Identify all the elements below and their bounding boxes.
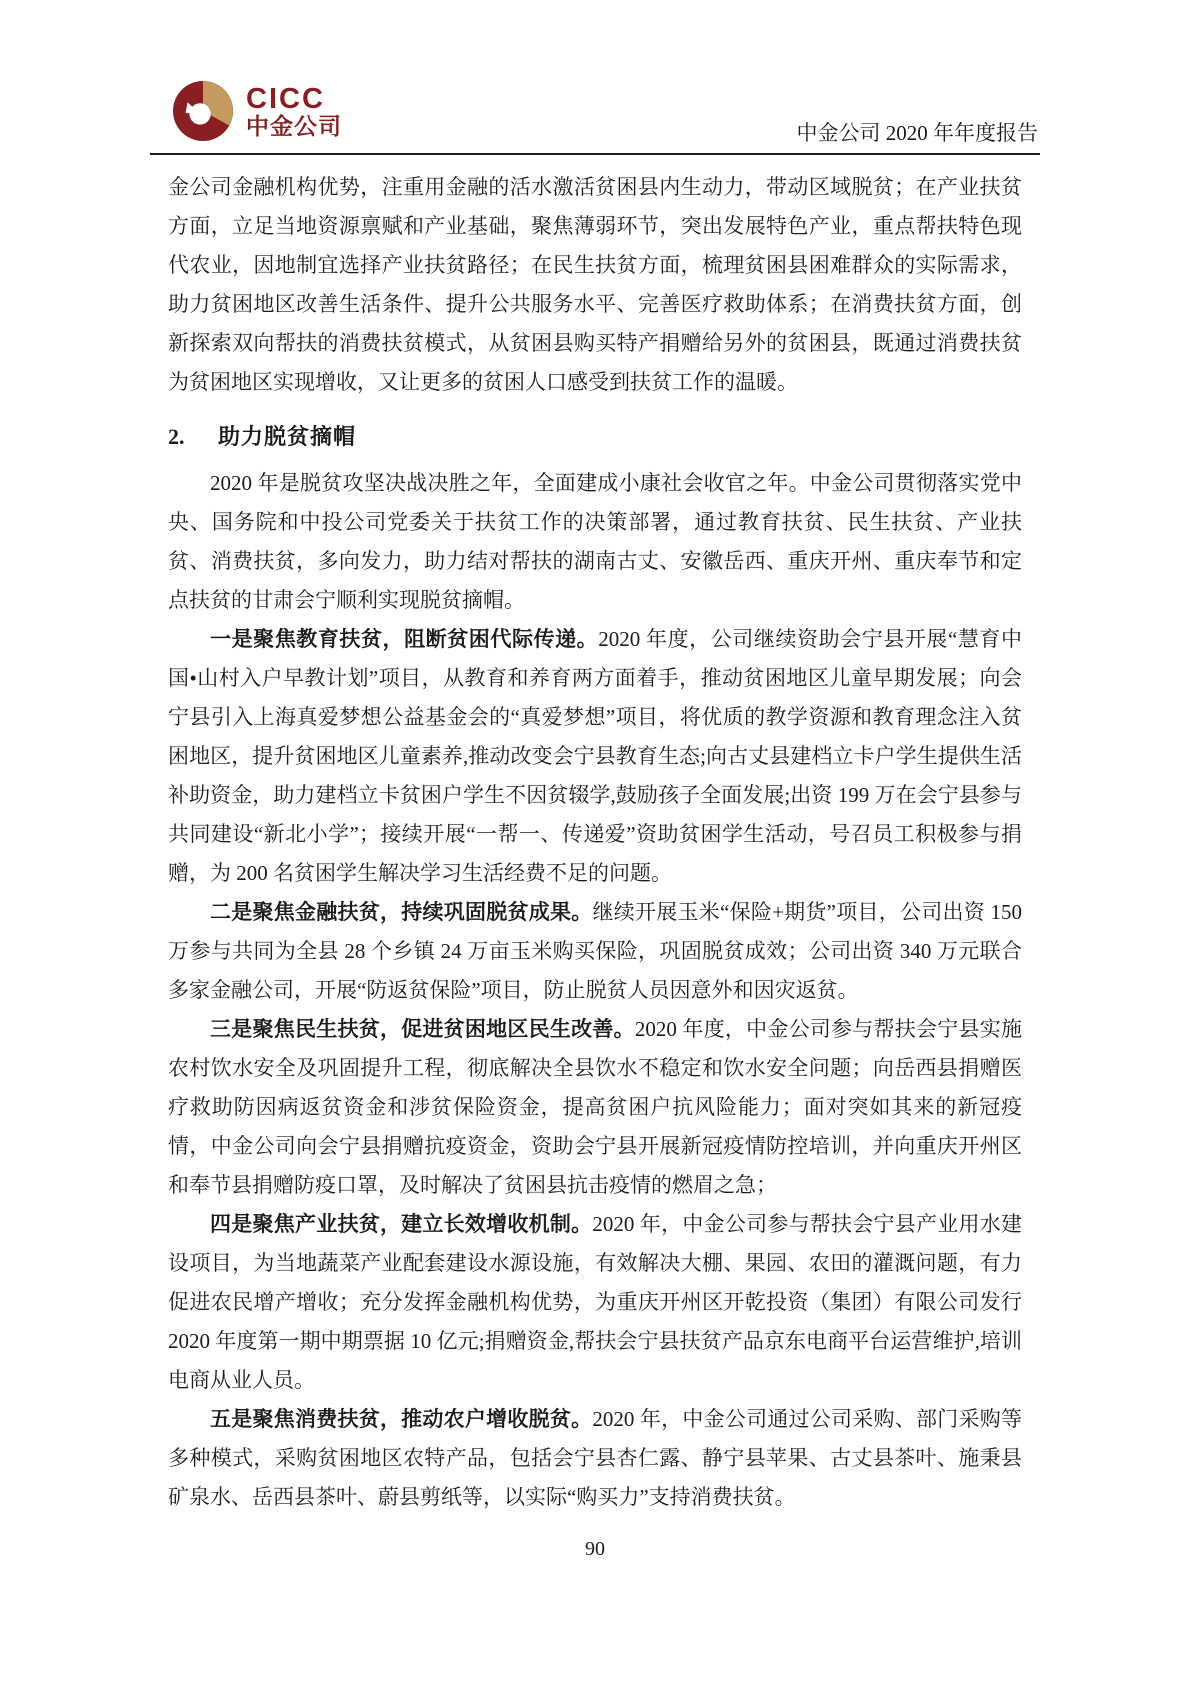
page-footer xyxy=(0,1538,1190,1561)
paragraph-continuation: 金公司金融机构优势，注重用金融的活水激活贫困县内生动力，带动区域脱贫；在产业扶贫方面，立足当地资源禀赋和产业基础，聚焦薄弱环节，突出发展特色产业，重点帮扶特色现代农业，因地制宜选择产业扶贫路径；在民生扶贫方面，梳理贫困县困难群众的实际需求，助力贫困地区改善生活条件、提升公共服务水平、完善医疗救助体系；在消费扶贫方面，创新探索双向帮扶的消费扶贫模式，从贫困县购买特产捐赠给另外的贫困县，既通过消费扶贫为贫困地区实现增收，又让更多的贫困人口感受到扶贫工作的温暖。 xyxy=(168,175,1022,394)
page-number: 90 xyxy=(585,1538,605,1560)
paragraph-livelihood xyxy=(168,1010,1022,1205)
paragraph-consumption-lead: 五是聚焦消费扶贫，推动农户增收脱贫。 xyxy=(210,1407,593,1431)
paragraph-industry-lead: 四是聚焦产业扶贫，建立长效增收机制。 xyxy=(210,1212,593,1236)
paragraph-finance-lead: 二是聚焦金融扶贫，持续巩固脱贫成果。 xyxy=(210,900,593,924)
section-title: 助力脱贫摘帽 xyxy=(218,424,357,449)
section-number: 2. xyxy=(168,424,185,449)
paragraph-overview: 2020 年是脱贫攻坚决战决胜之年，全面建成小康社会收官之年。中金公司贯彻落实党中央、国务院和中投公司党委关于扶贫工作的决策部署，通过教育扶贫、民生扶贫、产业扶贫、消费扶贫，多向发力，助力结对帮扶的湖南古丈、安徽岳西、重庆开州、重庆奉节和定点扶贫的甘肃会宁顺利实现脱贫摘帽。 xyxy=(168,471,1022,612)
cicc-logo xyxy=(172,80,342,142)
section-heading xyxy=(168,417,1022,456)
paragraph-livelihood-body: 2020 年度，中金公司参与帮扶会宁县实施农村饮水安全及巩固提升工程，彻底解决全县饮水不稳定和饮水安全问题；向岳西县捐赠医疗救助防因病返贫资金和涉贫保险资金，提高贫困户抗风险能力；面对突如其来的新冠疫情，中金公司向会宁县捐赠抗疫资金，资助会宁县开展新冠疫情防控培训，并向重庆开州区和奉节县捐赠防疫口罩，及时解决了贫困县抗击疫情的燃眉之急； xyxy=(168,1017,1022,1197)
page-header xyxy=(150,0,1040,155)
paragraph-consumption-body: 2020 年，中金公司通过公司采购、部门采购等多种模式，采购贫困地区农特产品，包括会宁县杏仁露、静宁县苹果、古丈县茶叶、施秉县矿泉水、岳西县茶叶、蔚县剪纸等，以实际“购买力”支持消费扶贫。 xyxy=(168,1407,1022,1509)
paragraph-consumption xyxy=(168,1400,1022,1517)
logo-acronym: CICC xyxy=(246,82,325,115)
paragraph-finance-body: 继续开展玉米“保险+期货”项目，公司出资 150 万参与共同为全县 28 个乡镇 24 万亩玉米购买保险，巩固脱贫成效；公司出资 340 万元联合多家金融公司，开展“防返贫保险”项目，防止脱贫人员因意外和因灾返贫。 xyxy=(168,900,1023,1002)
paragraph-industry xyxy=(168,1205,1022,1400)
page-body xyxy=(150,168,1040,1517)
cicc-logo-text xyxy=(246,84,342,139)
paragraph-education-lead: 一是聚焦教育扶贫，阻断贫困代际传递。 xyxy=(210,627,599,651)
report-title: 中金公司 2020 年年度报告 xyxy=(796,121,1038,145)
paragraph-livelihood-lead: 三是聚焦民生扶贫，促进贫困地区民生改善。 xyxy=(210,1017,635,1041)
cicc-logo-icon xyxy=(172,80,234,142)
paragraph-education-body: 2020 年度，公司继续资助会宁县开展“慧育中国•山村入户早教计划”项目，从教育和养育两方面着手，推动贫困地区儿童早期发展；向会宁县引入上海真爱梦想公益基金会的“真爱梦想”项目，将优质的教学资源和教育理念注入贫困地区，提升贫困地区儿童素养,推动改变会宁县教育生态;向古丈县建档立卡户学生提供生活补助资金，助力建档立卡贫困户学生不因贫辍学,鼓励孩子全面发展;出资 199 万在会宁县参与共同建设“新北小学”；接续开展“一帮一、传递爱”资助贫困学生活动，号召员工积极参与捐赠，为 200 名贫困学生解决学习生活经费不足的问题。 xyxy=(168,627,1022,885)
paragraph-industry-body: 2020 年，中金公司参与帮扶会宁县产业用水建设项目，为当地蔬菜产业配套建设水源设施，有效解决大棚、果园、农田的灌溉问题，有力促进农民增产增收；充分发挥金融机构优势，为重庆开州区开乾投资（集团）有限公司发行 2020 年度第一期中期票据 10 亿元;捐赠资金,帮扶会宁县扶贫产品京东电商平台运营维护,培训电商从业人员。 xyxy=(168,1212,1022,1392)
paragraph-finance xyxy=(168,893,1022,1010)
paragraph-education xyxy=(168,620,1022,893)
logo-name: 中金公司 xyxy=(246,113,342,140)
